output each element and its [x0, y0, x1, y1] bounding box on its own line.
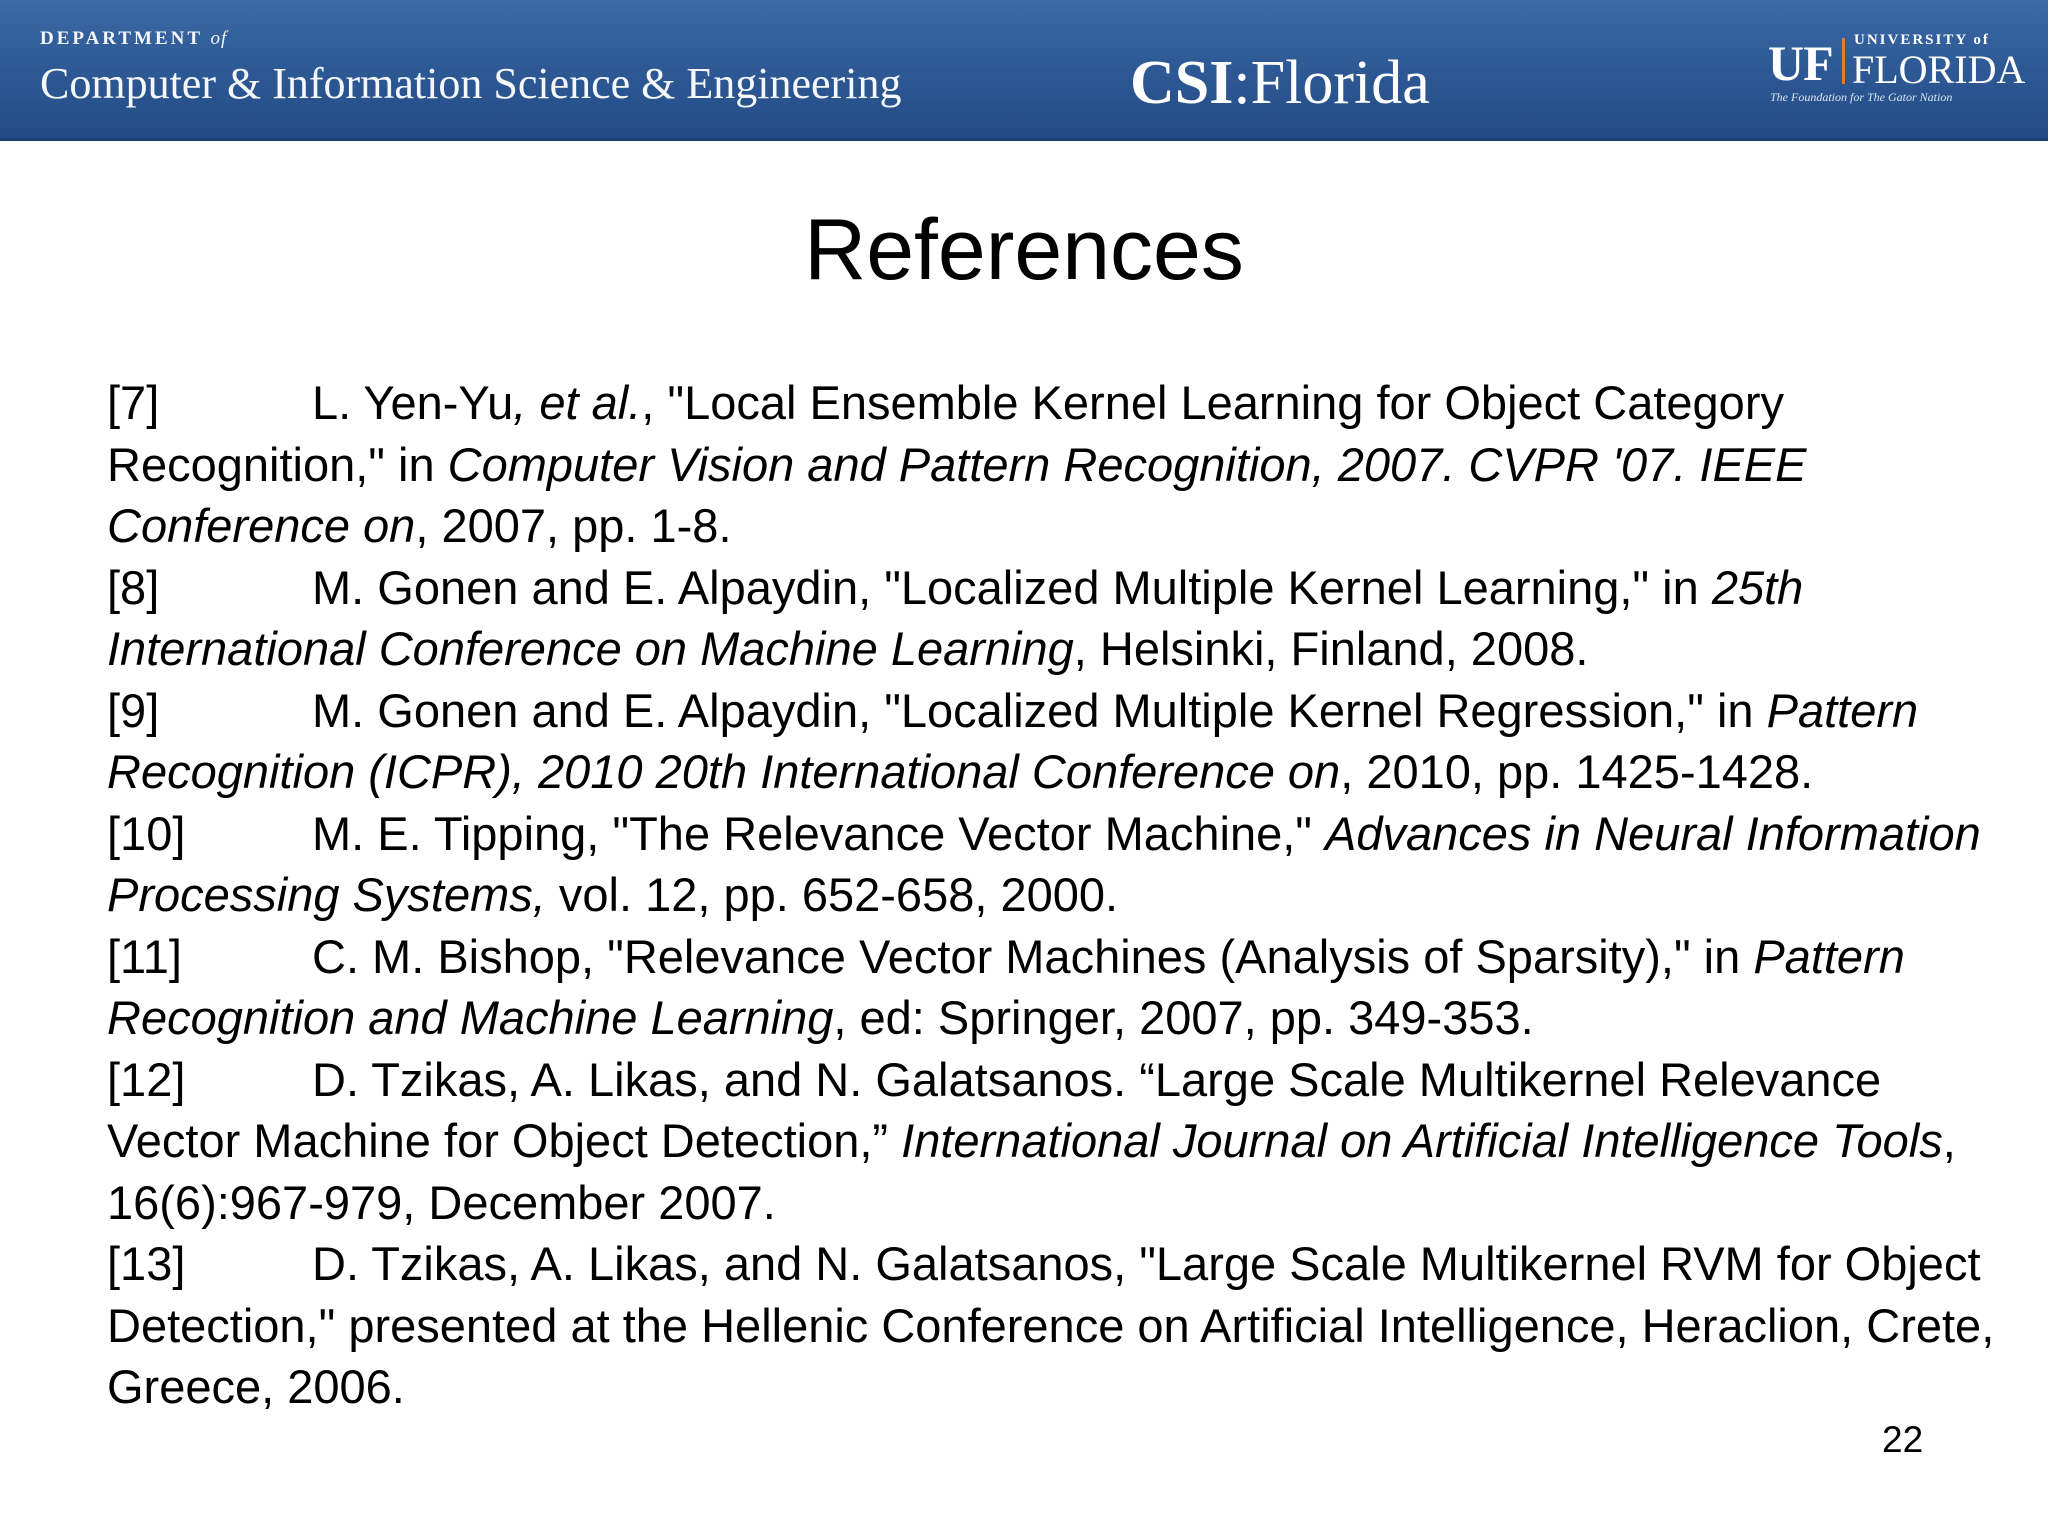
reference-text: L. Yen-Yu	[312, 376, 514, 429]
reference-italic-text: Advances in Neural Information Processing Systems,	[107, 806, 1981, 921]
reference-list	[107, 372, 2007, 1418]
reference-item	[107, 803, 2007, 926]
reference-number: [8]	[107, 560, 160, 614]
csi-logo-bold: CSI	[1130, 49, 1234, 117]
uf-university-of: UNIVERSITY of	[1854, 32, 1990, 48]
reference-number: [9]	[107, 683, 160, 737]
uf-florida: FLORIDA	[1852, 47, 2026, 92]
reference-text: , ed: Springer, 2007, pp. 349-353.	[833, 991, 1534, 1044]
reference-text: M. Gonen and E. Alpaydin, "Localized Multiple Kernel Learning," in	[312, 560, 1712, 614]
reference-item	[107, 926, 2007, 1049]
reference-item	[107, 372, 2007, 557]
reference-text: M. E. Tipping, "The Relevance Vector Machine,"	[312, 806, 1326, 860]
department-prefix: DEPARTMENT	[40, 28, 203, 49]
page-number: 22	[1882, 1419, 1924, 1460]
uf-divider	[1842, 38, 1845, 84]
department-of: of	[210, 28, 228, 49]
csi-florida-logo	[1130, 48, 1430, 119]
reference-italic-text: Computer Vision and Pattern Recognition, 2007. CVPR '07. IEEE Conference on	[107, 437, 1807, 552]
reference-italic-text: 25th International Conference on Machine Learning	[107, 560, 1804, 675]
reference-text: , "Local Ensemble Kernel Learning for Object Category Recognition," in	[107, 376, 1784, 491]
uf-logo	[1768, 28, 2026, 108]
reference-number: [12]	[107, 1052, 186, 1106]
csi-logo-rest: :Florida	[1233, 49, 1430, 117]
page-title: References	[804, 202, 1244, 298]
department-label	[40, 28, 227, 50]
department-name: Computer & Information Science & Engineering	[40, 59, 902, 108]
reference-item	[107, 680, 2007, 803]
reference-text: , 2007, pp. 1-8.	[415, 499, 732, 552]
reference-italic-text: Pattern Recognition and Machine Learning	[107, 929, 1905, 1044]
reference-italic-text: International Journal on Artificial Intelligence Tools	[901, 1114, 1943, 1167]
reference-number: [13]	[107, 1237, 186, 1290]
reference-number: [11]	[107, 929, 182, 983]
reference-text: M. Gonen and E. Alpaydin, "Localized Multiple Kernel Regression," in	[312, 683, 1767, 737]
reference-number: [10]	[107, 806, 186, 860]
reference-text: D. Tzikas, A. Likas, and N. Galatsanos. “Large Scale Multikernel Relevance Vector Machine for Object Detection,”	[107, 1052, 1882, 1167]
reference-text: C. M. Bishop, "Relevance Vector Machines (Analysis of Sparsity)," in	[312, 929, 1754, 983]
reference-italic-text: , et al.	[513, 376, 642, 429]
reference-text: , Helsinki, Finland, 2008.	[1073, 622, 1589, 675]
reference-text: D. Tzikas, A. Likas, and N. Galatsanos, "Large Scale Multikernel RVM for Object Detection," presented at the Hellenic Conference on Artificial Intelligence, Heraclion, Crete, Greece, 2006.	[107, 1237, 1995, 1413]
reference-number: [7]	[107, 376, 160, 429]
reference-italic-text: Pattern Recognition (ICPR), 2010 20th International Conference on	[107, 683, 1919, 798]
reference-item	[107, 557, 2007, 680]
reference-item	[107, 1049, 2007, 1234]
reference-text: vol. 12, pp. 652-658, 2000.	[545, 868, 1119, 921]
reference-text: , 16(6):967-979, December 2007.	[107, 1114, 1956, 1229]
uf-tagline: The Foundation for The Gator Nation	[1770, 90, 1953, 104]
reference-text: , 2010, pp. 1425-1428.	[1340, 745, 1814, 798]
reference-item	[107, 1233, 2007, 1418]
uf-mark: UF	[1768, 35, 1833, 91]
header-banner	[0, 0, 2048, 141]
